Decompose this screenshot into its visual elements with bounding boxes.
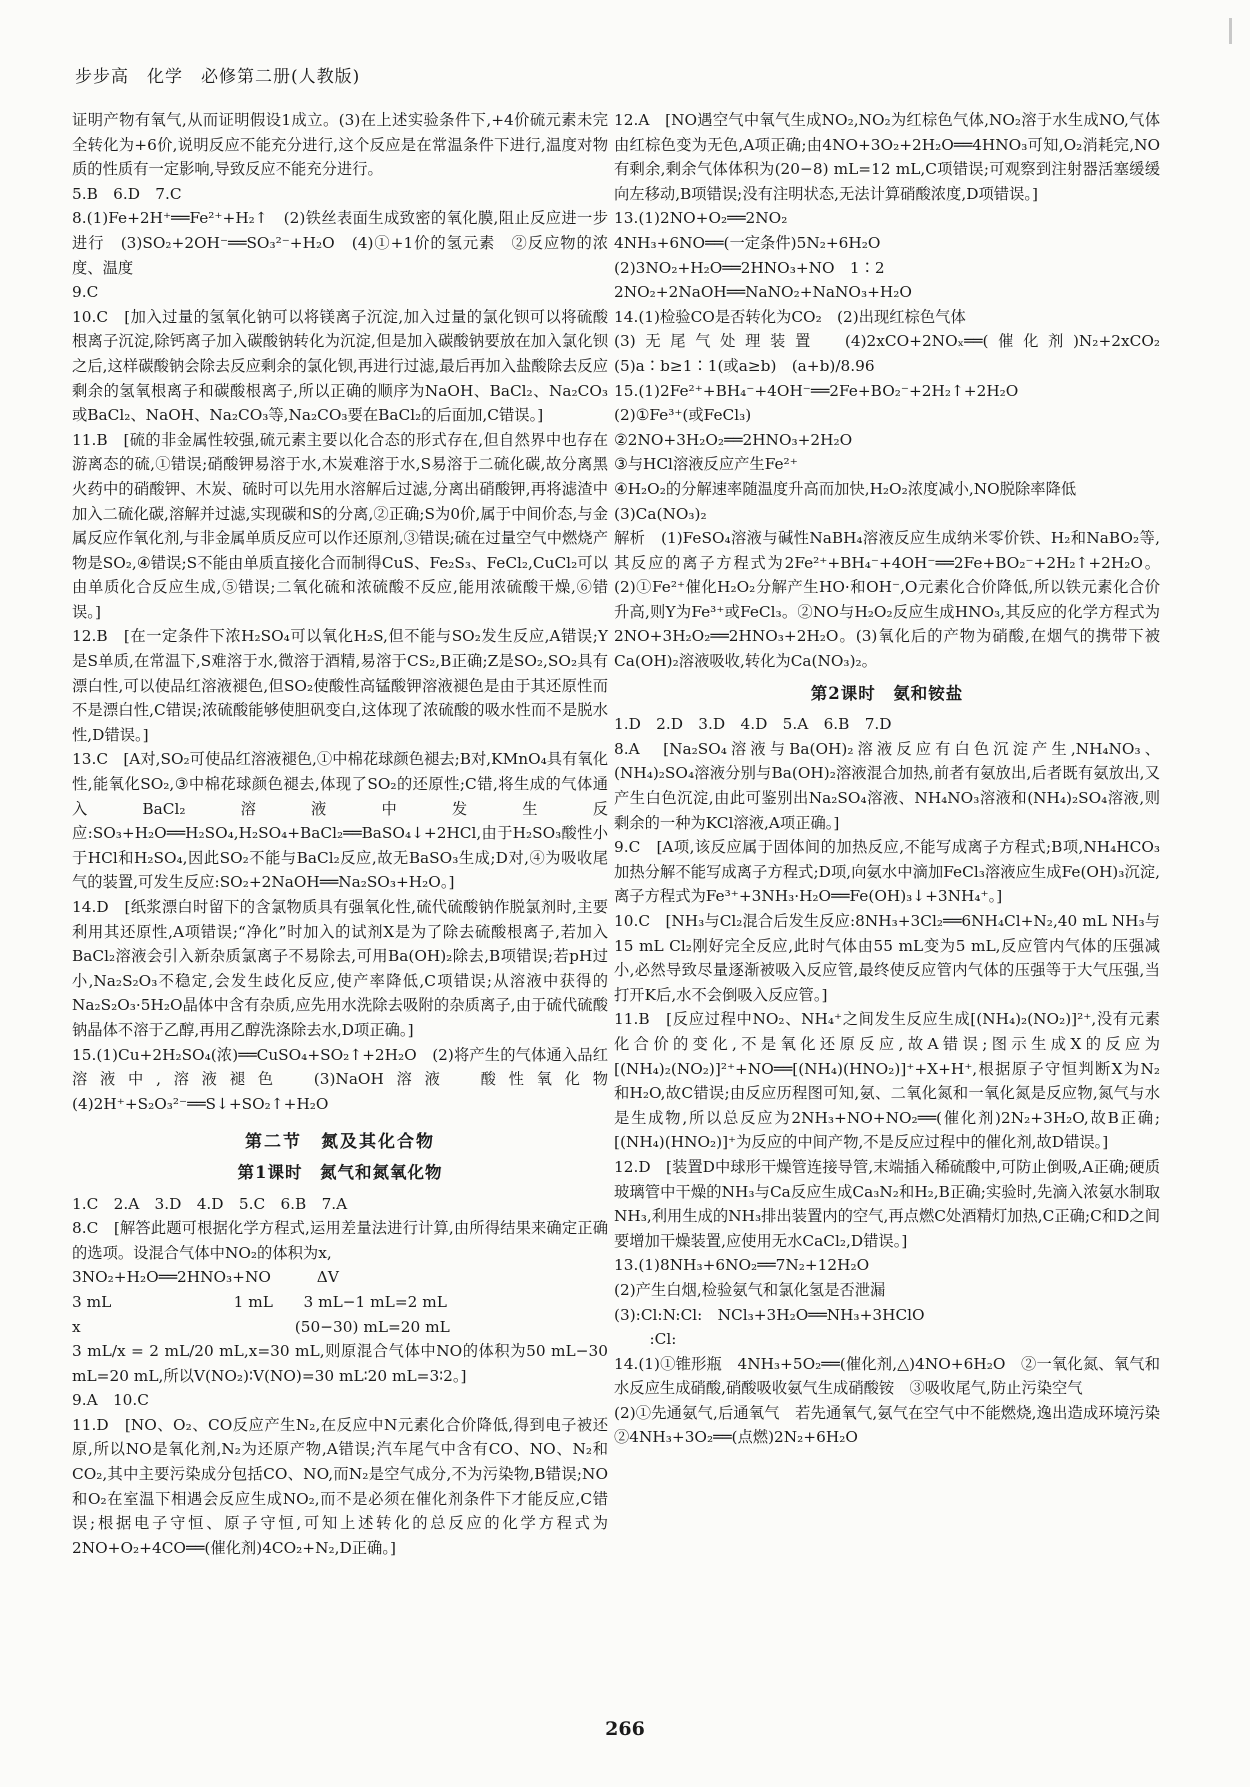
answer-block: 14.(1)检验CO是否转化为CO₂ (2)出现红棕色气体 (3)无尾气处理装置 (4)2xCO+2NOₓ══(催化剂)N₂+2xCO₂ (5)a∶b≥1∶1(或a≥b) (a+b)/8.96 bbox=[614, 307, 1160, 375]
answer-block: 9.C [A项,该反应属于固体间的加热反应,不能写成离子方程式;B项,NH₄HCO₃加热分解不能写成离子方程式;D项,向氨水中滴加FeCl₃溶液应生成Fe(OH)₃沉淀,离子方程式为Fe³⁺+3NH₃·H₂O══Fe(OH)₃↓+3NH₄⁺。] bbox=[614, 838, 1160, 906]
answer-block: 15.(1)2Fe²⁺+BH₄⁻+4OH⁻══2Fe+BO₂⁻+2H₂↑+2H₂O (2)①Fe³⁺(或FeCl₃) ②2NO+3H₂O₂══2HNO₃+2H₂O ③与HCl溶液反应产生Fe²⁺ ④H₂O₂的分解速率随温度升高而加快,H₂O₂浓度减小,NO脱除率降低 (3)Ca(NO₃)₂ bbox=[614, 381, 1077, 523]
answer-block: 8.C [解答此题可根据化学方程式,运用差量法进行计算,由所得结果来确定正确的选项。设混合气体中NO₂的体积为x, 3NO₂+H₂O══2HNO₃+NO ΔV 3 mL 1 mL 3 mL−1 mL=2 mL x (50−30) mL=20 mL 3 mL/x = 2 mL/20 mL,x=30 mL,则原混合气体中NO的体积为50 mL−30 mL=20 mL,所以V(NO₂)∶V(NO)=30 mL∶20 mL=3∶2。] bbox=[72, 1219, 608, 1385]
answer-block: 8.(1)Fe+2H⁺══Fe²⁺+H₂↑ (2)铁丝表面生成致密的氧化膜,阻止反应进一步进行 (3)SO₂+2OH⁻══SO₃²⁻+H₂O (4)①+1价的氢元素 ②反应物的浓度、温度 bbox=[72, 209, 608, 277]
answer-block: 11.D [NO、O₂、CO反应产生N₂,在反应中N元素化合价降低,得到电子被还原,所以NO是氧化剂,N₂为还原产物,A错误;汽车尾气中含有CO、NO、N₂和CO₂,其中主要污染成分包括CO、NO,而N₂是空气成分,不为污染物,B错误;NO和O₂在室温下相遇会反应生成NO₂,而不是必须在催化剂条件下才能反应,C错误;根据电子守恒、原子守恒,可知上述转化的总反应的化学方程式为2NO+O₂+4CO══(催化剂)4CO₂+N₂,D正确。] bbox=[72, 1415, 608, 1557]
answer-block: 10.C [NH₃与Cl₂混合后发生反应:8NH₃+3Cl₂══6NH₄Cl+N₂,40 mL NH₃与15 mL Cl₂刚好完全反应,此时气体由55 mL变为5 mL,反应管内气体的压强减小,必然导致尽量逐渐被吸入反应管,最终使反应管内气体的压强等于大气压强,当打开K后,水不会倒吸入反应管。] bbox=[614, 912, 1160, 1004]
answer-block: 14.(1)①锥形瓶 4NH₃+5O₂══(催化剂,△)4NO+6H₂O ②一氧化氮、氧气和水反应生成硝酸,硝酸吸收氨气生成硝酸铵 ③吸收尾气,防止污染空气 (2)①先通氨气,后通氧气 若先通氧气,氨气在空气中不能燃烧,逸出造成环境污染 ②4NH₃+3O₂══(点燃)2N₂+6H₂O bbox=[614, 1354, 1160, 1447]
answer-block: 1.C 2.A 3.D 4.D 5.C 6.B 7.A bbox=[72, 1194, 348, 1213]
lesson-title: 第2课时 氨和铵盐 bbox=[810, 683, 964, 703]
answer-block: 13.(1)2NO+O₂══2NO₂ 4NH₃+6NO══(一定条件)5N₂+6H₂O (2)3NO₂+H₂O══2HNO₃+NO 1∶2 2NO₂+2NaOH══NaNO₂+NaNO₃+H₂O bbox=[614, 209, 912, 302]
answer-block: 13.(1)8NH₃+6NO₂══7N₂+12H₂O (2)产生白烟,检验氨气和氯化氢是否泄漏 (3):Cl:N:Cl: NCl₃+3H₂O══NH₃+3HClO :Cl: bbox=[614, 1256, 925, 1349]
answer-block: 15.(1)Cu+2H₂SO₄(浓)══CuSO₄+SO₂↑+2H₂O (2)将产生的气体通入品红溶液中,溶液褪色 (3)NaOH溶液 酸性氧化物 (4)2H⁺+S₂O₃²⁻══S↓+SO₂↑+H₂O bbox=[72, 1045, 624, 1113]
answer-block: 14.D [纸浆漂白时留下的含氯物质具有强氧化性,硫代硫酸钠作脱氯剂时,主要利用其还原性,A项错误;“净化”时加入的试剂X是为了除去硫酸根离子,若加入BaCl₂溶液会引入新杂质氯离子不易除去,可用Ba(OH)₂除去,B项错误;若pH过小,Na₂S₂O₃不稳定,会发生歧化反应,使产率降低,C项错误;从溶液中获得的Na₂S₂O₃·5H₂O晶体中含有杂质,应先用水洗除去吸附的杂质离子,由于硫代硫酸钠晶体不溶于乙醇,再用乙醇洗涤除去水,D项正确。] bbox=[72, 898, 608, 1039]
answer-block: 12.A [NO遇空气中氧气生成NO₂,NO₂为红棕色气体,NO₂溶于水生成NO,气体由红棕色变为无色,A项正确;由4NO+3O₂+2H₂O══4HNO₃可知,O₂消耗完,NO有剩余,剩余气体体积为(20−8) mL=12 mL,C项错误;可观察到注射器活塞缓缓向左移动,B项错误;没有注明状态,无法计算硝酸浓度,D项错误。] bbox=[614, 111, 1160, 203]
answer-block: 10.C [加入过量的氢氧化钠可以将镁离子沉淀,加入过量的氯化钡可以将硫酸根离子沉淀,除钙离子加入碳酸钠转化为沉淀,但是加入碳酸钠要放在加入氯化钡之后,这样碳酸钠会除去反应剩余的氯化钡,再进行过滤,最后再加入盐酸除去反应剩余的氢氧根离子和碳酸根离子,所以正确的顺序为NaOH、BaCl₂、Na₂CO₃或BaCl₂、NaOH、Na₂CO₃等,Na₂CO₃要在BaCl₂的后面加,C错误。] bbox=[72, 307, 608, 425]
answer-block: 13.C [A对,SO₂可使品红溶液褪色,①中棉花球颜色褪去;B对,KMnO₄具有氧化性,能氧化SO₂,③中棉花球颜色褪去,体现了SO₂的还原性;C错,将生成的气体通入BaCl₂溶液中发生反应:SO₃+H₂O══H₂SO₄,H₂SO₄+BaCl₂══BaSO₄↓+2HCl,由于H₂SO₃酸性小于HCl和H₂SO₄,因此SO₂不能与BaCl₂反应,故无BaSO₃生成;D对,④为吸收尾气的装置,可发生反应:SO₂+2NaOH══Na₂SO₃+H₂O。] bbox=[72, 750, 608, 892]
answer-block: 11.B [硫的非金属性较强,硫元素主要以化合态的形式存在,但自然界中也存在游离态的硫,①错误;硝酸钾易溶于水,木炭难溶于水,S易溶于二硫化碳,故分离黑火药中的硝酸钾、木炭、硫时可以先用水溶解后过滤,分离出硝酸钾,再将滤渣中加入二硫化碳,溶解并过滤,实现碳和S的分离,②正确;S为0价,属于中间价态,与金属反应作氧化剂,与非金属单质反应可以作还原剂,③错误;硫在过量空气中燃烧产物是SO₂,④错误;S不能由单质直接化合而制得CuS、Fe₂S₃、FeCl₂,CuCl₂可以由单质化合反应生成,⑤错误;二氧化硫和浓硫酸不反应,能用浓硫酸干燥,⑥错误。] bbox=[72, 430, 608, 621]
margin-mark bbox=[1229, 18, 1232, 44]
left-column bbox=[72, 108, 624, 1560]
answer-block: 5.B 6.D 7.C bbox=[72, 184, 182, 203]
answer-block: 1.D 2.D 3.D 4.D 5.A 6.B 7.D bbox=[614, 715, 892, 734]
answer-block: 11.B [反应过程中NO₂、NH₄⁺之间发生反应生成[(NH₄)₂(NO₂)]²⁺,没有元素化合价的变化,不是氧化还原反应,故A错误;图示生成X的反应为[(NH₄)₂(NO₂)]²⁺+NO══[(NH₄)(HNO₂)]⁺+X+H⁺,根据原子守恒判断X为N₂和H₂O,故C错误;由反应历程图可知,氨、二氧化氮和一氧化氮是反应物,氮气与水是生成物,所以总反应为2NH₃+NO+NO₂══(催化剂)2N₂+3H₂O,故B正确;[(NH₄)(HNO₂)]⁺为反应的中间产物,不是反应过程中的催化剂,故D错误。] bbox=[614, 1010, 1160, 1152]
answer-block: 证明产物有氧气,从而证明假设1成立。(3)在上述实验条件下,+4价硫元素未完全转化为+6价,说明反应不能充分进行,这个反应是在常温条件下进行,温度对物质的性质有一定影响,导致反应不能充分进行。 bbox=[72, 111, 608, 179]
running-header: 步步高 化学 必修第二册(人教版) bbox=[75, 67, 361, 87]
answer-block: 12.D [装置D中球形干燥管连接导管,末端插入稀硫酸中,可防止倒吸,A正确;硬质玻璃管中干燥的NH₃与Ca反应生成Ca₃N₂和H₂,B正确;实验时,先滴入浓氨水制取NH₃,利用生成的NH₃排出装置内的空气,再点燃C处酒精灯加热,C正确;C和D之间要增加干燥装置,应使用无水CaCl₂,D错误。] bbox=[614, 1157, 1160, 1250]
page-number: 266 bbox=[605, 1718, 645, 1740]
answer-block: 9.A 10.C bbox=[72, 1391, 149, 1410]
analysis-block: 解析 (1)FeSO₄溶液与碱性NaBH₄溶液反应生成纳米零价铁、H₂和NaBO₂等,其反应的离子方程式为2Fe²⁺+BH₄⁻+4OH⁻══2Fe+BO₂⁻+2H₂↑+2H₂O。(2)①Fe²⁺催化H₂O₂分解产生HO·和OH⁻,O元素化合价降低,所以铁元素化合价升高,则Y为Fe³⁺或FeCl₃。②NO与H₂O₂反应生成HNO₃,其反应的化学方程式为2NO+3H₂O₂══2HNO₃+2H₂O。(3)氧化后的产物为硝酸,在烟气的携带下被Ca(OH)₂溶液吸收,转化为Ca(NO₃)₂。 bbox=[614, 529, 1160, 671]
right-column bbox=[614, 108, 1160, 1450]
answer-block: 9.C bbox=[72, 283, 99, 302]
answer-block: 12.B [在一定条件下浓H₂SO₄可以氧化H₂S,但不能与SO₂发生反应,A错误;Y是S单质,在常温下,S难溶于水,微溶于酒精,易溶于CS₂,B正确;Z是SO₂,SO₂具有漂白性,可以使品红溶液褪色,但SO₂使酸性高锰酸钾溶液褪色是由于其还原性而不是漂白性,C错误;浓硫酸能够使胆矾变白,这体现了浓硫酸的吸水性而不是脱水性,D错误。] bbox=[72, 627, 608, 744]
lesson-title: 第1课时 氮气和氮氧化物 bbox=[237, 1162, 443, 1182]
answer-block: 8.A [Na₂SO₄溶液与Ba(OH)₂溶液反应有白色沉淀产生,NH₄NO₃、(NH₄)₂SO₄溶液分别与Ba(OH)₂溶液混合加热,前者有氨放出,后者既有氨放出,又产生白色沉淀,由此可鉴别出Na₂SO₄溶液、NH₄NO₃溶液和(NH₄)₂SO₄溶液,则剩余的一种为KCl溶液,A项正确。] bbox=[614, 739, 1160, 832]
section-title: 第二节 氮及其化合物 bbox=[245, 1132, 435, 1153]
